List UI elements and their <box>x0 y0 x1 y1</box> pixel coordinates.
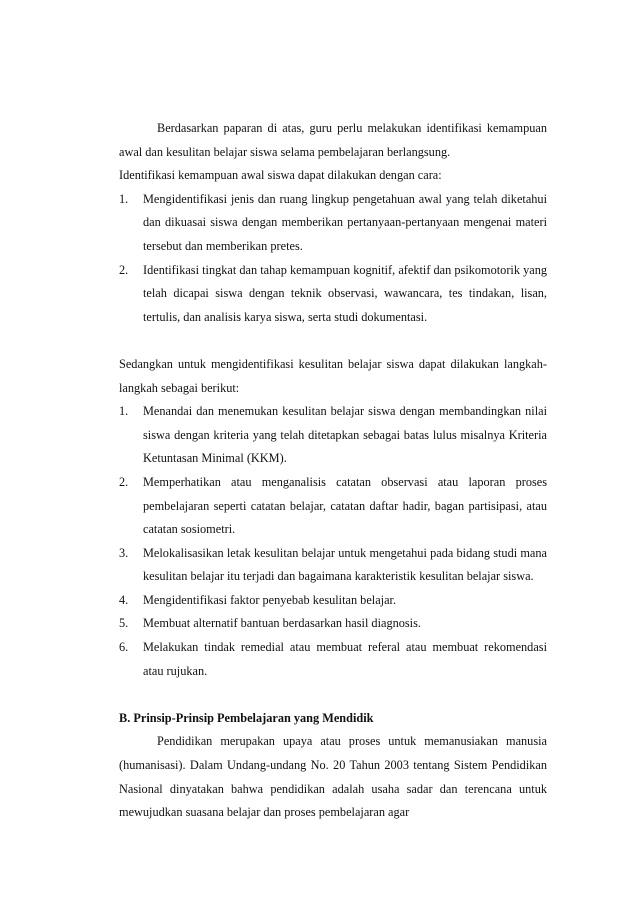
difficulty-paragraph: Sedangkan untuk mengidentifikasi kesulitan belajar siswa dapat dilakukan langkah-langkah sebagai berikut: <box>119 356 547 395</box>
list-item <box>119 400 547 471</box>
list-number: 5. <box>119 616 129 631</box>
list-item <box>119 636 547 683</box>
section-paragraph: Pendidikan merupakan upaya atau proses untuk memanusiakan manusia (humanisasi). Dalam Undang-undang No. 20 Tahun 2003 tentang Sistem Pendidikan Nasional dinyatakan bahwa pendidikan adalah usaha sadar dan terencana untuk mewujudkan suasana belajar dan proses pembelajaran agar <box>119 734 547 820</box>
ability-identification-list <box>119 188 547 330</box>
list-item <box>119 188 547 259</box>
list-number: 4. <box>119 592 129 607</box>
list-text: Mengidentifikasi jenis dan ruang lingkup pengetahuan awal yang telah diketahui dan dikuasai siswa dengan memberikan pertanyaan-pertanyaan mengenai materi tersebut dan memberikan pretes. <box>143 191 547 253</box>
list-number: 1. <box>119 191 129 206</box>
list-item <box>119 259 547 330</box>
list-item <box>119 471 547 542</box>
list-number: 6. <box>119 640 129 655</box>
list-text: Melokalisasikan letak kesulitan belajar untuk mengetahui pada bidang studi mana kesulitan belajar itu terjadi dan bagaimana karakteristik kesulitan belajar siswa. <box>143 545 547 584</box>
list-text: Mengidentifikasi faktor penyebab kesulitan belajar. <box>143 592 397 607</box>
page-body <box>119 117 547 825</box>
paragraph-spacer <box>119 329 547 353</box>
list-number: 2. <box>119 262 129 277</box>
list-text: Memperhatikan atau menganalisis catatan observasi atau laporan proses pembelajaran seperti catatan belajar, catatan daftar hadir, bagan partisipasi, atau catatan sosiometri. <box>143 474 547 537</box>
section-heading: B. Prinsip-Prinsip Pembelajaran yang Mendidik <box>119 710 374 725</box>
list-number: 3. <box>119 545 129 560</box>
list-item <box>119 612 547 636</box>
list-item <box>119 589 547 613</box>
list-text: Melakukan tindak remedial atau membuat referal atau membuat rekomendasi atau rujukan. <box>143 640 547 678</box>
difficulty-identification-list <box>119 400 547 683</box>
list-item <box>119 542 547 589</box>
intro-line: Identifikasi kemampuan awal siswa dapat dilakukan dengan cara: <box>119 168 442 183</box>
list-text: Identifikasi tingkat dan tahap kemampuan kognitif, afektif dan psikomotorik yang telah dicapai siswa dengan teknik observasi, wawancara, tes tindakan, lisan, tertulis, dan analisis karya siswa, serta studi dokumentasi. <box>143 262 547 324</box>
list-number: 2. <box>119 474 129 489</box>
intro-paragraph: Berdasarkan paparan di atas, guru perlu melakukan identifikasi kemampuan awal dan kesulitan belajar siswa selama pembelajaran berlangsung. <box>119 121 547 159</box>
paragraph-spacer <box>119 683 547 707</box>
list-number: 1. <box>119 404 129 419</box>
list-text: Membuat alternatif bantuan berdasarkan hasil diagnosis. <box>143 616 421 631</box>
list-text: Menandai dan menemukan kesulitan belajar siswa dengan membandingkan nilai siswa dengan kriteria yang telah ditetapkan sebagai batas lulus misalnya Kriteria Ketuntasan Minimal (KKM). <box>143 404 547 466</box>
